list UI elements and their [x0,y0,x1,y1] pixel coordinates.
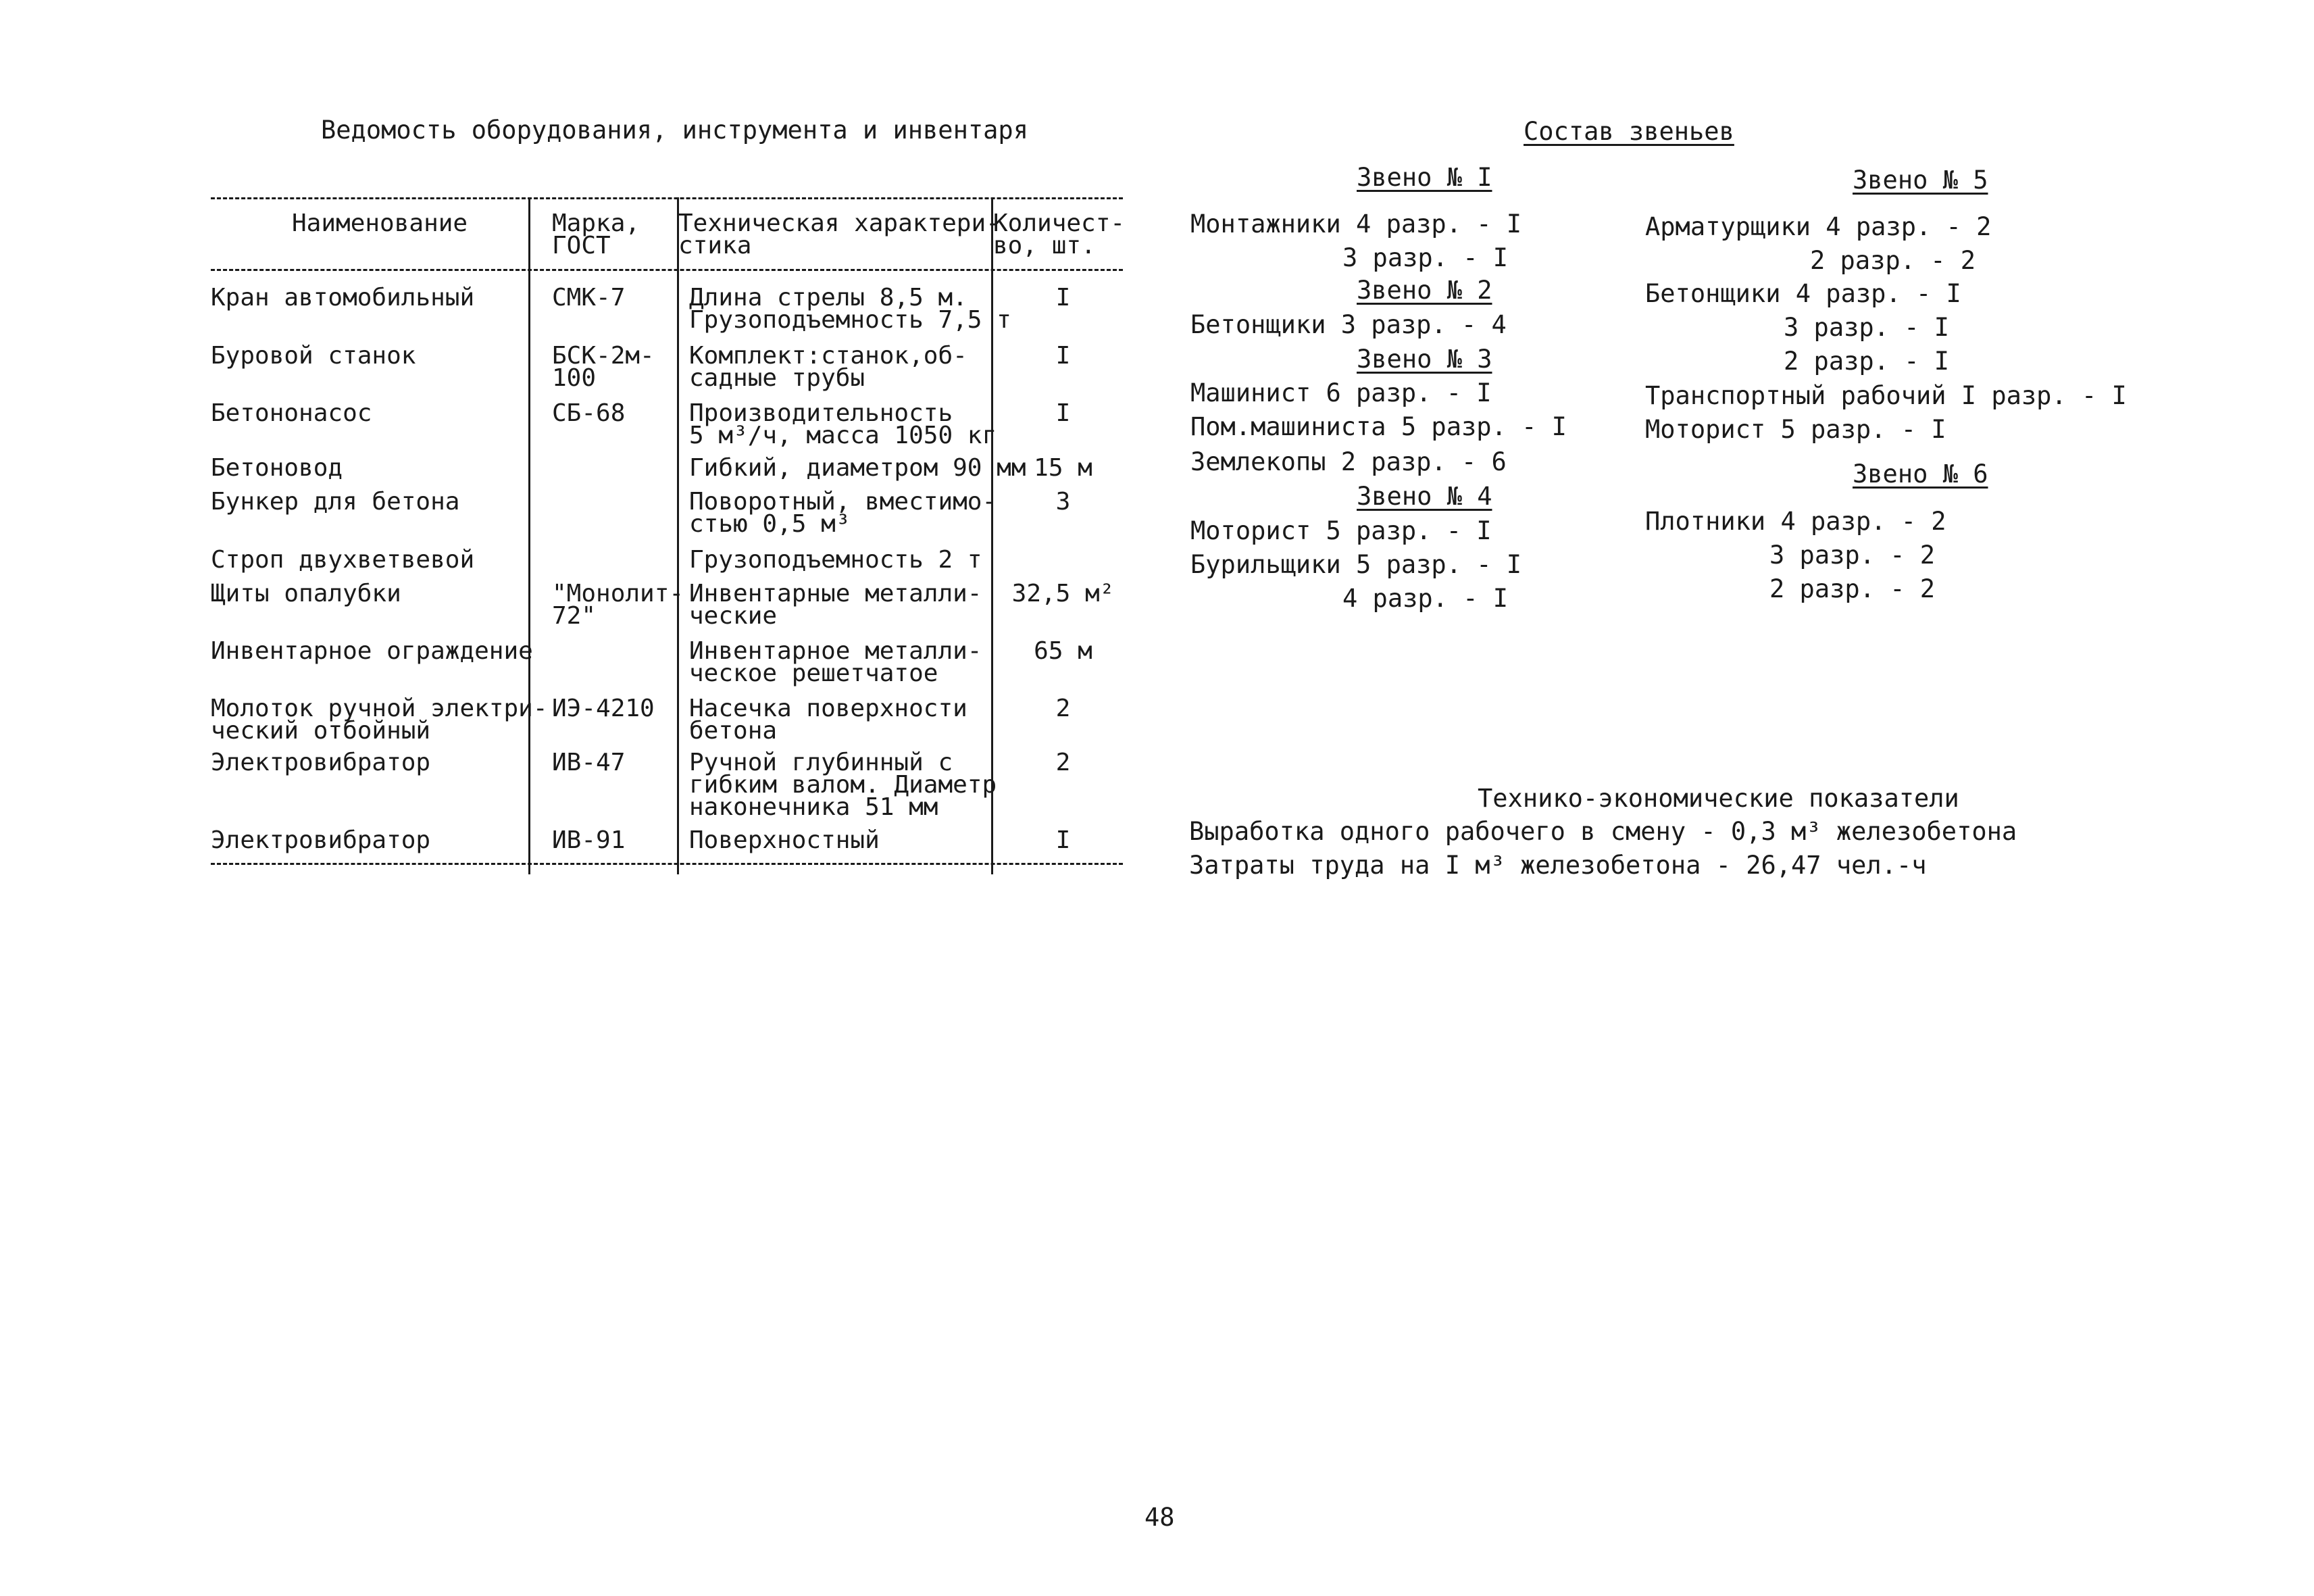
row-spec: Гибкий, диаметром 90 мм [689,454,1026,482]
equipment-title: Ведомость оборудования, инструмента и инвентаря [321,116,1028,145]
row-qty: 2 [1055,695,1071,722]
row-name: Молоток ручной электри- ческий отбойный [211,695,548,745]
crew-5-line: Моторист 5 разр. - I [1645,415,1946,444]
row-mark: СБ-68 [552,399,626,427]
crew-1-line: Монтажники 4 разр. - I [1190,209,1522,239]
crew-6-line: 3 разр. - 2 [1769,541,1936,570]
header-spec: Техническая характери- стика [678,209,1001,259]
row-name: Инвентарное ограждение [211,637,533,665]
crew-3-heading: Звено № 3 [1357,345,1492,374]
crew-3-line: Машинист 6 разр. - I [1190,378,1492,407]
indicator-output: Выработка одного рабочего в смену - 0,3 м³ железобетона [1189,817,2017,846]
row-spec: Ручной глубинный с гибким валом. Диаметр наконечника 51 мм [689,749,997,821]
row-spec: Комплект:станок,об- садные трубы [689,342,967,392]
row-mark: ИЭ-4210 [552,695,655,722]
row-mark: СМК-7 [552,284,626,311]
row-name: Бункер для бетона [211,488,460,516]
crew-6-line: Плотники 4 разр. - 2 [1645,507,1946,536]
crew-5-line: Бетонщики 4 разр. - I [1645,279,1961,308]
row-mark: ИВ-91 [552,826,626,854]
crew-1-line: 3 разр. - I [1342,243,1509,272]
row-mark: "Монолит- 72" [552,580,684,630]
crew-2-line: Бетонщики 3 разр. - 4 [1190,310,1507,339]
row-spec: Поворотный, вместимо- стью 0,5 м³ [689,488,997,538]
crew-5-line: Транспортный рабочий I разр. - I [1645,381,2127,410]
crew-5-line: 2 разр. - I [1784,347,1950,376]
crew-5-line: Арматурщики 4 разр. - 2 [1645,212,1992,241]
crew-6-line: 2 разр. - 2 [1769,574,1936,603]
equipment-table [211,197,1126,874]
row-qty: 65 м [1034,637,1092,665]
row-name: Бетононасос [211,399,372,427]
crew-3-line: Пом.машиниста 5 разр. - I [1190,412,1567,441]
header-name: Наименование [292,209,468,237]
crew-2-heading: Звено № 2 [1357,276,1492,305]
crew-4-line: Бурильщики 5 разр. - I [1190,550,1522,579]
indicator-labor: Затраты труда на I м³ железобетона - 26,47 чел.-ч [1189,851,1927,880]
row-name: Строп двухветвевой [211,546,475,574]
crews-title: Состав звеньев [1524,117,1734,146]
row-spec: Инвентарное металли- ческое решетчатое [689,637,982,687]
row-name: Электровибратор [211,826,431,854]
row-qty: 32,5 м² [1011,580,1115,607]
row-qty: I [1055,399,1071,427]
row-spec: Длина стрелы 8,5 м. Грузоподъемность 7,5 т [689,284,1011,334]
row-spec: Инвентарные металли- ческие [689,580,982,630]
row-qty: 3 [1055,488,1071,516]
crew-5-heading: Звено № 5 [1853,166,1988,195]
row-spec: Насечка поверхности бетона [689,695,967,745]
crew-1-heading: Звено № I [1357,163,1492,192]
row-mark: БСК-2м- 100 [552,342,655,392]
row-qty: 2 [1055,749,1071,776]
row-spec: Производительность 5 м³/ч, масса 1050 кг [689,399,997,449]
row-qty: 15 м [1034,454,1092,482]
crew-4-line: 4 разр. - I [1342,584,1509,613]
row-qty: I [1055,826,1071,854]
row-name: Электровибратор [211,749,431,776]
header-mark: Марка, ГОСТ [552,209,640,259]
row-mark: ИВ-47 [552,749,626,776]
crew-5-line: 3 разр. - I [1784,313,1950,342]
page-number: 48 [1145,1503,1175,1532]
header-qty: Количест- во, шт. [993,209,1126,259]
row-qty: I [1055,342,1071,370]
row-name: Кран автомобильный [211,284,475,311]
crew-6-heading: Звено № 6 [1853,459,1988,489]
indicators-title: Технико-экономические показатели [1478,784,1959,813]
row-spec: Грузоподъемность 2 т [689,546,982,574]
crew-4-line: Моторист 5 разр. - I [1190,516,1492,545]
crew-4-heading: Звено № 4 [1357,482,1492,511]
row-name: Щиты опалубки [211,580,401,607]
row-spec: Поверхностный [689,826,880,854]
crew-5-line: 2 разр. - 2 [1810,246,1976,275]
row-qty: I [1055,284,1071,311]
row-name: Бетоновод [211,454,343,482]
row-name: Буровой станок [211,342,416,370]
crew-3-line: Землекопы 2 разр. - 6 [1190,447,1507,476]
